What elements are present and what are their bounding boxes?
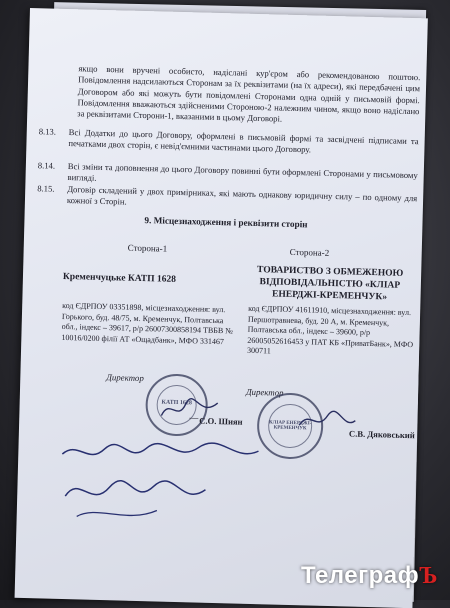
clause-text: Договір складений у двох примірниках, які мають однакову юридичну силу – по одному для кожної з Сторін.	[66, 184, 418, 207]
signature-line: —	[189, 412, 199, 423]
party2-signatory: С.В. Дяковський	[348, 428, 415, 441]
telegraf-watermark	[301, 562, 438, 590]
clause-text: Всі зміни та доповнення до цього Договору повинні бути оформлені Сторонами у письмовому вигляді.	[67, 161, 418, 184]
clause-8-13	[38, 126, 419, 159]
clause-text: Всі Додатки до цього Договору, оформлені в письмовій формі та засвідчені підписами та печатками двох сторін, є невід'ємними частинами цього Договору.	[68, 127, 419, 155]
clause-number: 8.13.	[38, 126, 57, 137]
party1-label: Сторона-1	[127, 242, 168, 254]
party1-stamp-text: КАТП 1628	[161, 399, 192, 407]
section-title: 9. Місцезнаходження і реквізити сторін	[144, 215, 308, 230]
party1-name: Кременчуцьке КАТП 1628	[62, 271, 177, 285]
clause-number: 8.14.	[37, 160, 56, 171]
notice-paragraph: якщо вони вручені особисто, надіслані кур'єром або рекомендованою поштою. Повідомлення надсилаються Сторонам за їх реквізитами (на їх адреси), які передбачені цим Договором або які можуть бути повідомлені Сторонами одна одній у письмовій формі. Повідомлення вважаються здійсненими Стороною-2 належним чином, якщо воно надіслано за реквізитами Сторони-1, вказаними в цьому Договорі.	[77, 63, 421, 124]
party1-details: код ЄДРПОУ 03351898, місцезнаходження: вул. Горького, буд. 48/75, м. Кременчук, Полтавська обл., індекс – 39617, р/р 26007300858194 ТВБВ № 10016/0200 філії АТ «Ощадбанк», МФО 331467	[61, 300, 233, 346]
party1-signatory: С.О. Шиян	[199, 415, 243, 427]
party2-name: ТОВАРИСТВО З ОБМЕЖЕНОЮ ВІДПОВІДАЛЬНІСТЮ «КЛІАР ЕНЕРДЖІ-КРЕМЕНЧУК»	[256, 265, 404, 303]
party2-stamp-text: КЛІАР ЕНЕРДЖІ-КРЕМЕНЧУК	[268, 420, 312, 432]
watermark-hard-sign: Ъ	[419, 563, 438, 589]
party2-label: Сторона-2	[289, 246, 330, 258]
watermark-text: Телеграф	[301, 562, 420, 589]
party1-director-label: Директор	[106, 372, 144, 384]
handwritten-note	[57, 434, 279, 530]
clause-number: 8.15.	[37, 183, 55, 194]
party2-director-label: Директор	[245, 386, 284, 398]
party2-details: код ЄДРПОУ 41611910, місцезнаходження: вул. Першотравнева, буд. 20 А, м. Кременчук, Полтавська обл., індекс – 39600, р/р 26005052616453 у ПАТ КБ «ПриватБанк», МФО 300711	[246, 303, 414, 356]
contract-page	[15, 8, 428, 608]
